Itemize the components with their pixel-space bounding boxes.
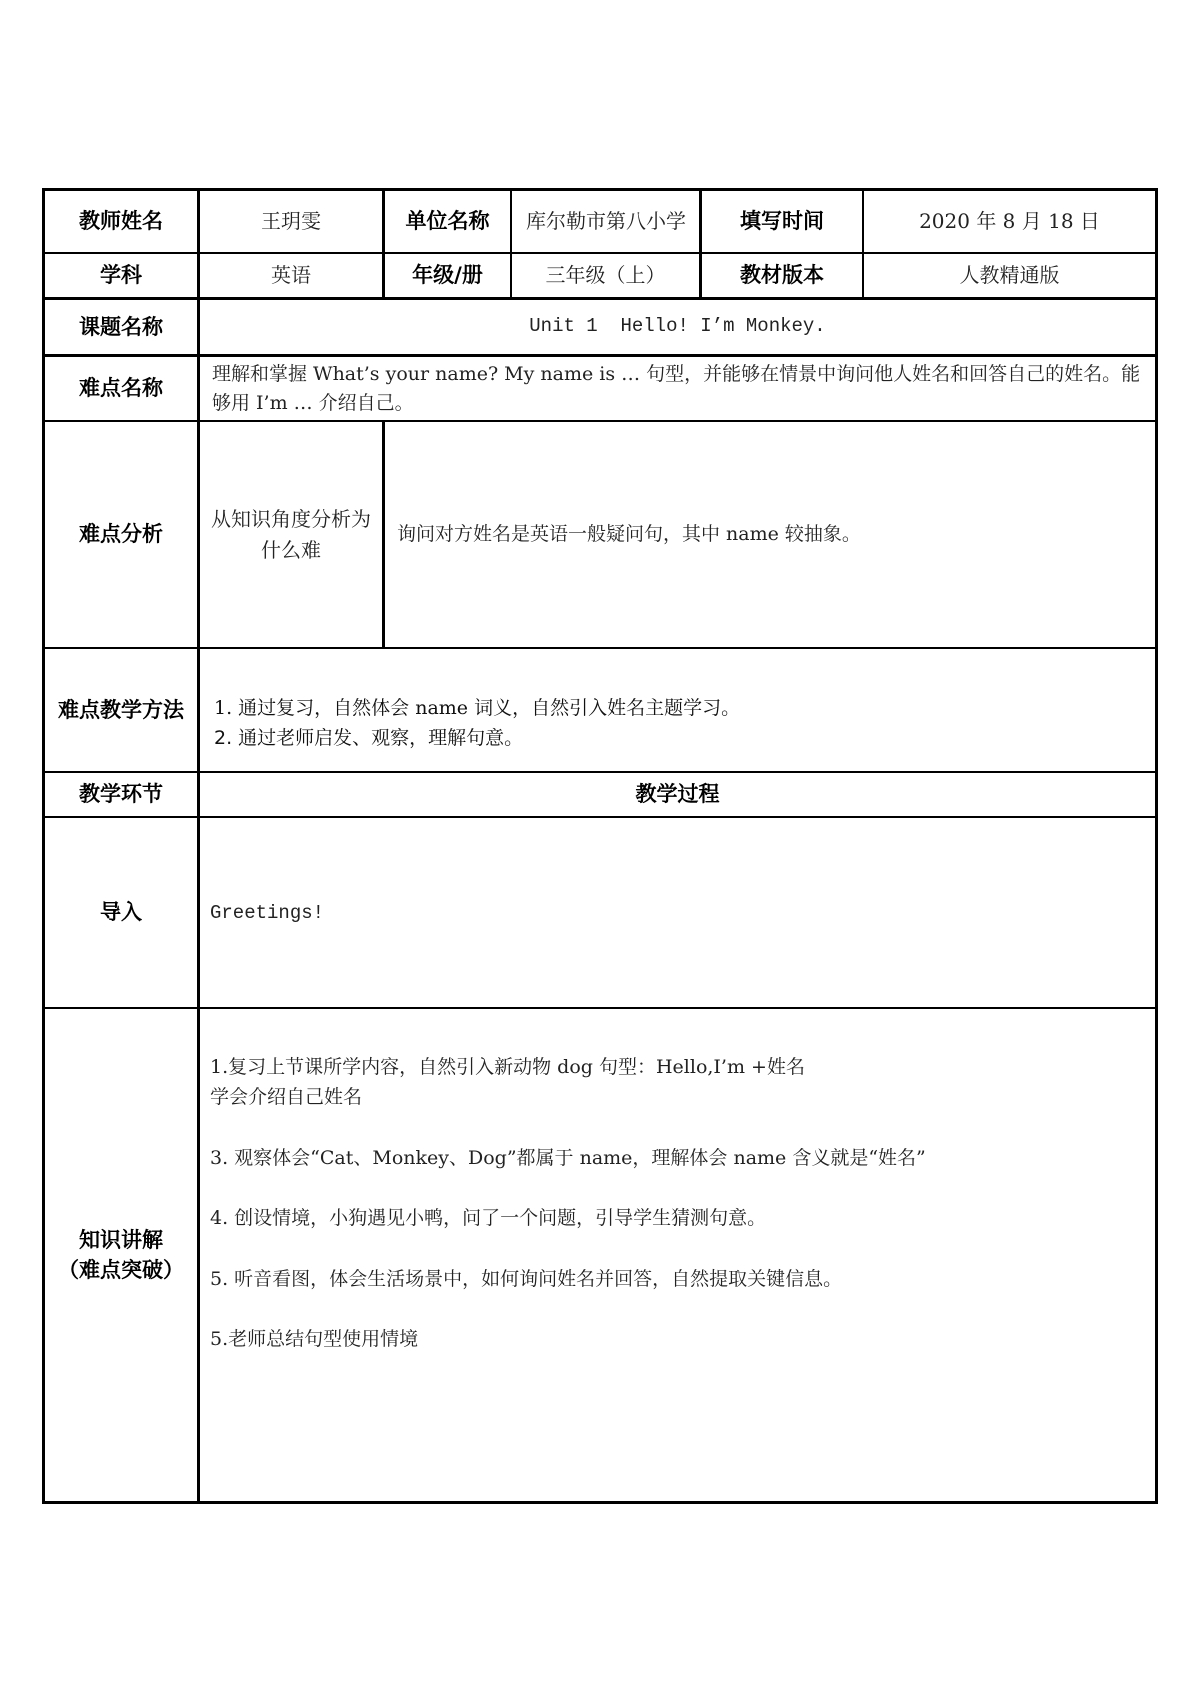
method-item: 1. 通过复习，自然体会 name 词义，自然引入姓名主题学习。 (214, 696, 741, 719)
difficulty-label: 难点名称 (79, 376, 163, 401)
knowledge-step-text: 1.复习上节课所学内容，自然引入新动物 dog 句型：Hello,I’m +姓名 (210, 1056, 805, 1078)
fill-date-value: 2020 年 8 月 18 日 (919, 209, 1100, 233)
teaching-stage-header: 教学环节 (79, 782, 163, 807)
grade-label: 年级/册 (412, 263, 483, 288)
grade-value: 三年级（上） (545, 263, 666, 287)
teaching-process-header: 教学过程 (635, 782, 720, 807)
teacher-name-value: 王玥雯 (261, 209, 321, 233)
knowledge-step: 3. 观察体会“Cat、Monkey、Dog”都属于 name，理解体会 name 含义就是“姓名” (210, 1146, 926, 1169)
knowledge-label-line: （难点突破） (58, 1258, 184, 1282)
difficulty-value: 理解和掌握 What’s your name? My name is … 句型，并能够在情景中询问他人姓名和回答自己的姓名。能够用 I’m … 介绍自己。 (212, 363, 1141, 414)
teacher-name-label: 教师姓名 (79, 209, 163, 234)
analysis-label: 难点分析 (79, 522, 163, 547)
method-item: 2. 通过老师启发、观察，理解句意。 (214, 727, 524, 749)
unit-name-value: 库尔勒市第八小学 (526, 209, 686, 233)
subject-label: 学科 (100, 263, 142, 288)
intro-value: Greetings! (210, 901, 325, 924)
table-bottom-border (42, 1501, 1158, 1504)
knowledge-step (210, 1052, 1160, 1113)
knowledge-step: 4. 创设情境，小狗遇见小鸭，问了一个问题，引导学生猜测句意。 (210, 1207, 767, 1230)
edition-value: 人教精通版 (959, 263, 1060, 287)
topic-value: Unit 1 Hello! I’m Monkey. (529, 315, 826, 338)
intro-label: 导入 (100, 900, 142, 925)
teaching-method-list (200, 649, 1155, 771)
analysis-sub-label: 从知识角度分析为什么难 (211, 506, 371, 562)
knowledge-step: 5. 听音看图，体会生活场景中，如何询问姓名并回答，自然提取关键信息。 (210, 1267, 843, 1290)
row-divider (42, 1007, 1158, 1009)
subject-value: 英语 (271, 263, 311, 287)
knowledge-step: 5.老师总结句型使用情境 (210, 1327, 419, 1350)
fill-date-label: 填写时间 (740, 209, 824, 234)
knowledge-steps (210, 1052, 1160, 1384)
topic-label: 课题名称 (79, 314, 163, 339)
unit-name-label: 单位名称 (405, 209, 490, 234)
knowledge-label (45, 1009, 197, 1501)
teaching-method-label: 难点教学方法 (58, 697, 184, 722)
knowledge-step-text: 学会介绍自己姓名 (210, 1086, 363, 1109)
knowledge-label-line: 知识讲解 (79, 1227, 163, 1252)
analysis-value: 询问对方姓名是英语一般疑问句，其中 name 较抽象。 (397, 523, 861, 546)
edition-label: 教材版本 (740, 263, 824, 288)
